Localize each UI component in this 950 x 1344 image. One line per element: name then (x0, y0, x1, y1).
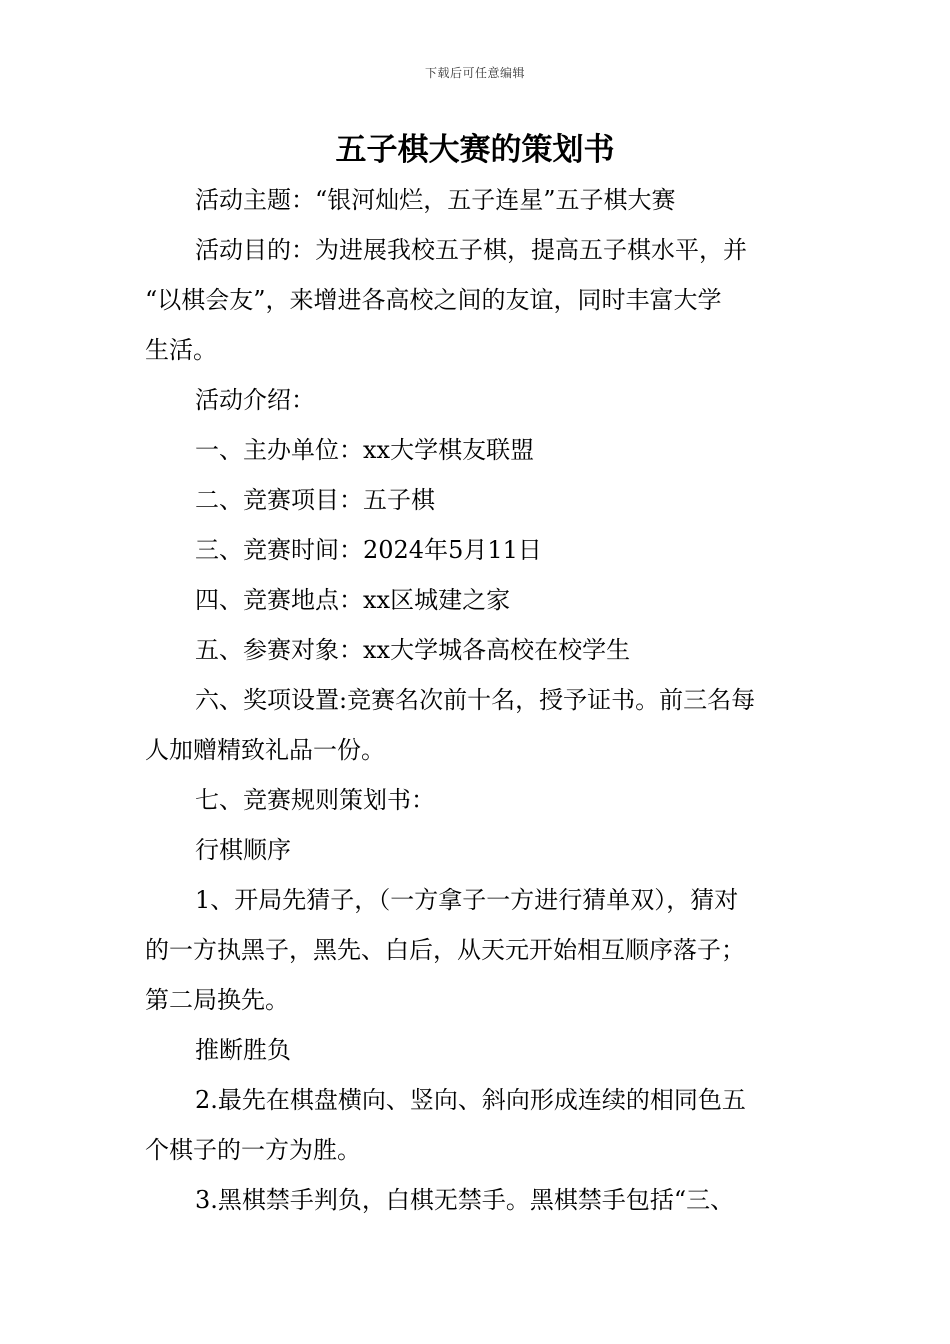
document-paragraph (145, 1075, 807, 1175)
paragraph-line: 活动主题：“银河灿烂，五子连星”五子棋大赛 (195, 186, 676, 214)
document-paragraph (145, 575, 807, 625)
paragraph-line: 一、主办单位：xx大学棋友联盟 (195, 436, 535, 464)
page-header-note: 下载后可任意编辑 (424, 66, 525, 80)
paragraph-line: 1、开局先猜子，（一方拿子一方进行猜单双），猜对 (195, 886, 739, 914)
document-paragraph (145, 375, 807, 425)
paragraph-line: 行棋顺序 (195, 836, 291, 864)
paragraph-line: 人加赠精致礼品一份。 (145, 736, 385, 764)
document-paragraph (145, 525, 807, 575)
paragraph-line: 二、竞赛项目：五子棋 (195, 486, 435, 514)
paragraph-line: 推断胜负 (195, 1036, 291, 1064)
paragraph-line: 2.最先在棋盘横向、竖向、斜向形成连续的相同色五 (195, 1086, 746, 1114)
paragraph-line: 四、竞赛地点：xx区城建之家 (195, 586, 511, 614)
document-paragraph (145, 875, 807, 1025)
document-paragraph (145, 175, 807, 225)
document-title: 五子棋大赛的策划书 (335, 132, 615, 168)
paragraph-line: 三、竞赛时间：2024年5月11日 (195, 536, 542, 564)
paragraph-line: 生活。 (145, 336, 217, 364)
document-body (145, 175, 807, 1225)
document-paragraph (145, 225, 807, 375)
document-paragraph (145, 475, 807, 525)
paragraph-line: 3.黑棋禁手判负，白棋无禁手。黑棋禁手包括“三、 (195, 1186, 735, 1214)
paragraph-line: “以棋会友”，来增进各高校之间的友谊，同时丰富大学 (145, 286, 722, 314)
paragraph-line: 个棋子的一方为胜。 (145, 1136, 361, 1164)
paragraph-line: 活动目的：为进展我校五子棋，提高五子棋水平，并 (195, 236, 747, 264)
document-paragraph (145, 1175, 807, 1225)
document-paragraph (145, 625, 807, 675)
paragraph-line: 六、奖项设置:竞赛名次前十名，授予证书。前三名每 (195, 686, 756, 714)
paragraph-line: 活动介绍： (195, 386, 315, 414)
document-paragraph (145, 1025, 807, 1075)
paragraph-line: 七、竞赛规则策划书： (195, 786, 435, 814)
paragraph-line: 第二局换先。 (145, 986, 289, 1014)
document-paragraph (145, 425, 807, 475)
document-paragraph (145, 775, 807, 825)
paragraph-line: 五、参赛对象：xx大学城各高校在校学生 (195, 636, 631, 664)
paragraph-line: 的一方执黑子，黑先、白后，从天元开始相互顺序落子； (145, 936, 745, 964)
document-paragraph (145, 825, 807, 875)
document-paragraph (145, 675, 807, 775)
